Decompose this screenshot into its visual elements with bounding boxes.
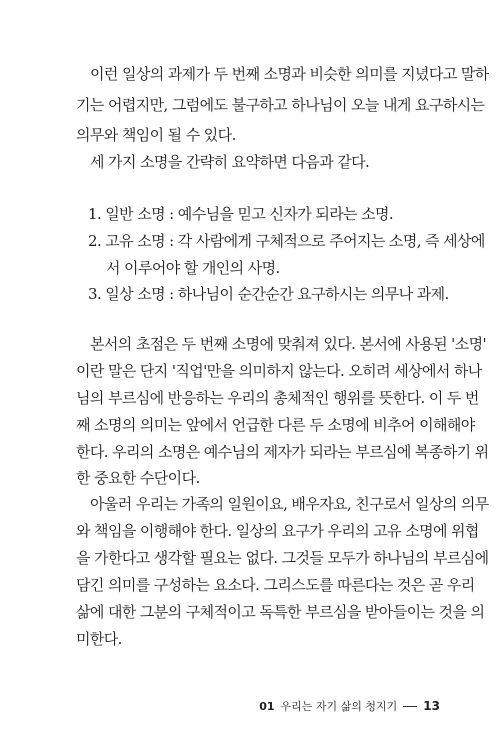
text-line: 한 중요한 수단이다.: [76, 469, 200, 487]
text-line: 이란 말은 단지 '직업'만을 의미하지 않는다. 오히려 세상에서 하나: [76, 362, 482, 380]
page-number: 13: [423, 699, 440, 713]
text-line: 한다. 우리의 소명은 예수님의 제자가 되라는 부르심에 복종하기 위: [76, 443, 489, 461]
text-line: 째 소명의 의미는 앞에서 언급한 다른 두 소명에 비추어 이해해야: [76, 416, 475, 434]
text-line: 아울러 우리는 가족의 일원이요, 배우자요, 친구로서 일상의 의무: [90, 495, 489, 513]
text-line: 담긴 의미를 구성하는 요소다. 그리스도를 따른다는 것은 곧 우리: [76, 576, 475, 594]
page-footer: [259, 698, 440, 714]
text-line: 와 책임을 이행해야 한다. 일상의 요구가 우리의 고유 소명에 위협: [76, 522, 479, 540]
text-line: 을 가한다고 생각할 필요는 없다. 그것들 모두가 하나님의 부르심에: [76, 549, 489, 567]
chapter-title: 우리는 자기 삶의 청지기: [280, 700, 398, 713]
text-line: 님의 부르심에 반응하는 우리의 총체적인 행위를 뜻한다. 이 두 번: [76, 389, 479, 407]
text-line: 이런 일상의 과제가 두 번째 소명과 비슷한 의미를 지녔다고 말하: [90, 65, 489, 83]
list-item: 3. 일상 소명 : 하나님이 순간순간 요구하시는 의무나 과제.: [88, 285, 449, 303]
list-item-continuation: 서 이루어야 할 개인의 사명.: [106, 259, 280, 277]
text-line: 의무와 책임이 될 수 있다.: [76, 126, 236, 144]
list-item: 1. 일반 소명 : 예수님을 믿고 신자가 되라는 소명.: [88, 205, 394, 223]
text-line: 미한다.: [76, 630, 122, 648]
text-line: 세 가지 소명을 간략히 요약하면 다음과 같다.: [90, 153, 370, 171]
text-line: 삶에 대한 그분의 구체적이고 독특한 부르심을 받아들이는 것을 의: [76, 603, 485, 621]
list-item: 2. 고유 소명 : 각 사람에게 구체적으로 주어지는 소명, 즉 세상에: [88, 232, 485, 250]
text-line: 본서의 초점은 두 번째 소명에 맞춰져 있다. 본서에 사용된 '소명': [90, 335, 486, 353]
text-line: 기는 어렵지만, 그럼에도 불구하고 하나님이 오늘 내게 요구하시는: [76, 96, 485, 114]
chapter-number: 01: [259, 699, 275, 713]
footer-rule: [403, 706, 417, 707]
